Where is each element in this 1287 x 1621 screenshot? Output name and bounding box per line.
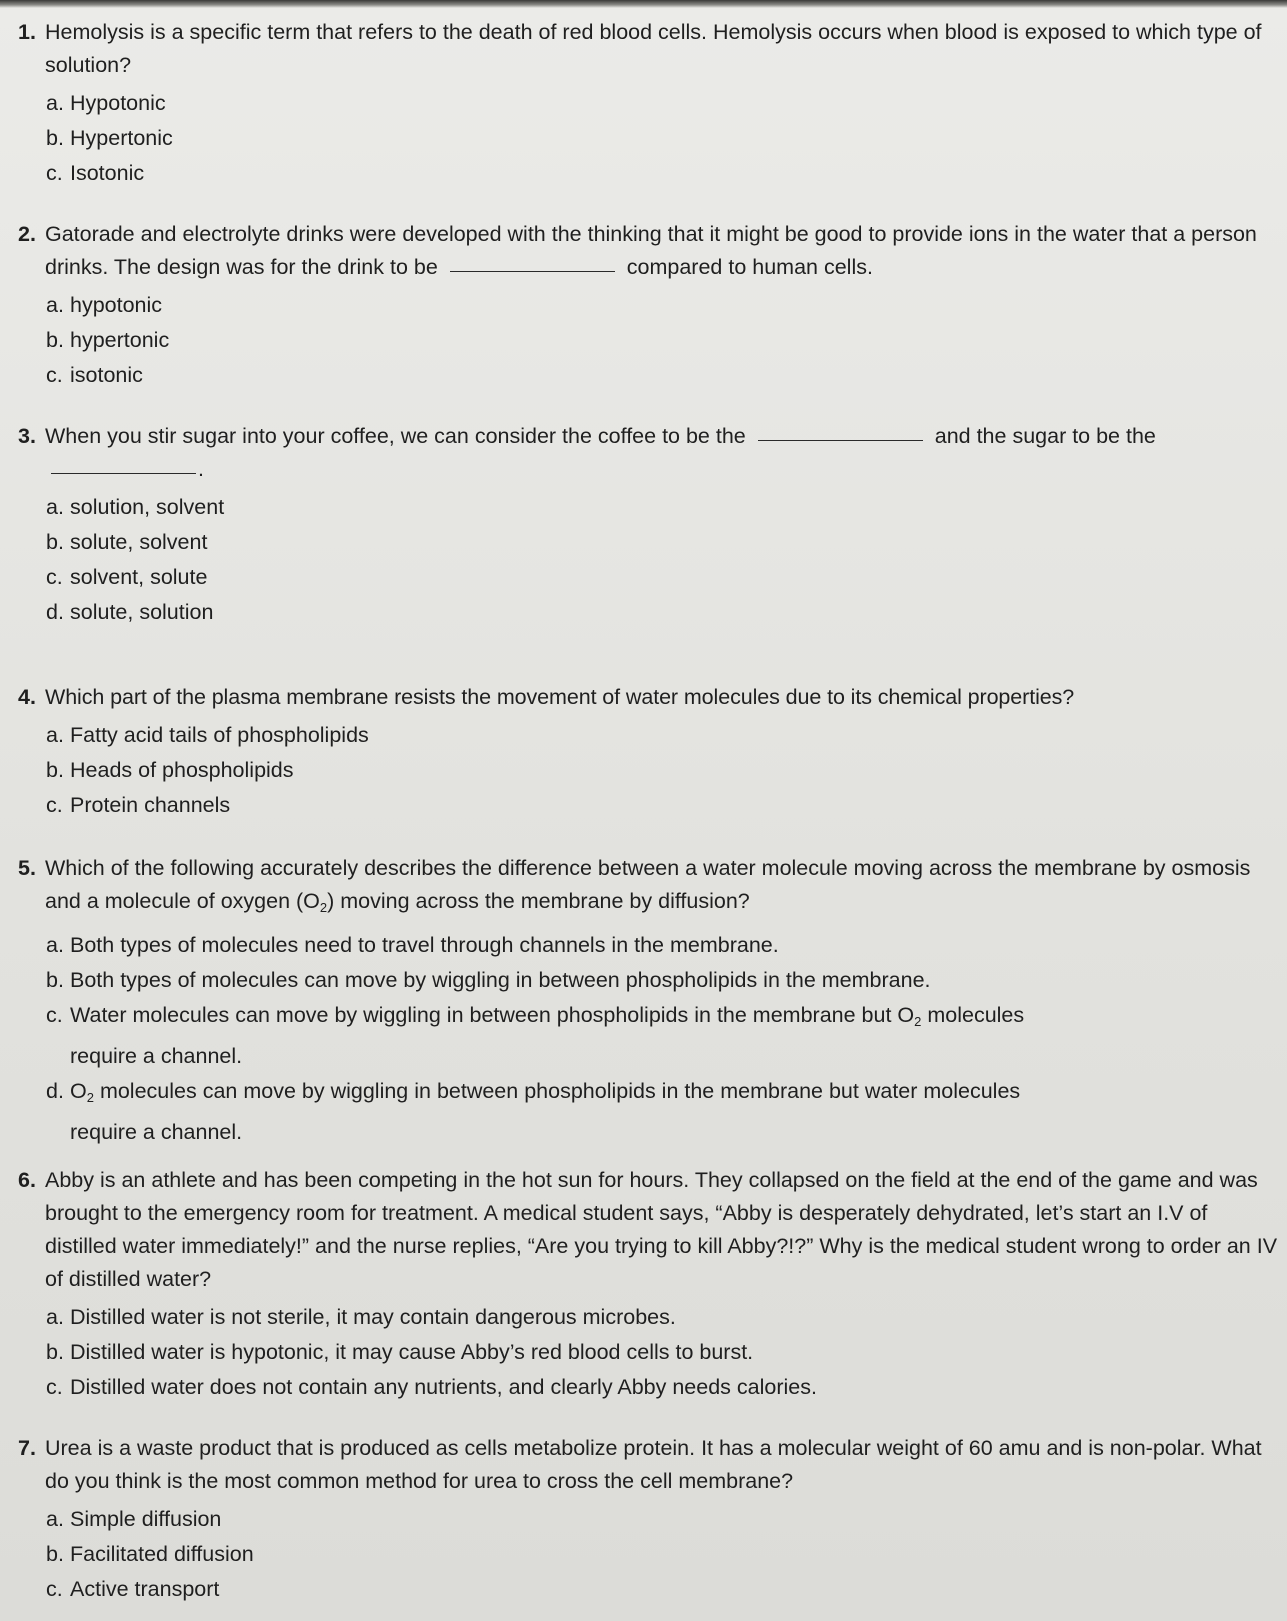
question-number: 7. [18, 1436, 36, 1460]
question-5 [18, 852, 1280, 1150]
question-stem [18, 681, 1280, 714]
answer-options [46, 490, 1280, 630]
answer-option-a[interactable]: a. Hypotonic [46, 91, 166, 115]
answer-options [46, 86, 1280, 191]
answer-option-c[interactable]: c. Protein channels [46, 793, 231, 817]
answer-option-a[interactable]: a. Both types of molecules need to travel through channels in the membrane. [46, 933, 779, 957]
answer-options [46, 928, 1280, 1150]
question-2 [18, 218, 1280, 393]
question-4 [18, 681, 1280, 823]
question-text-end: compared to human cells. [626, 255, 873, 279]
answer-options [46, 288, 1280, 393]
question-text: Urea is a waste product that is produced as cells metabolize protein. It has a molecular weight of 60 amu and is non-polar. What do you think is the most common method for urea to cross the cell membrane? [45, 1436, 1262, 1493]
question-6 [18, 1164, 1280, 1405]
answer-options [46, 1300, 1280, 1405]
answer-option-a[interactable]: a. Fatty acid tails of phospholipids [46, 723, 369, 747]
question-text-end: . [198, 457, 204, 481]
answer-option-b[interactable]: b. Hypertonic [46, 126, 173, 150]
question-stem [18, 16, 1280, 82]
question-number: 3. [18, 424, 36, 448]
oxygen-subscript: 2 [319, 900, 328, 915]
answer-option-b[interactable]: b. Both types of molecules can move by wiggling in between phospholipids in the membrane. [46, 968, 931, 992]
question-stem [18, 852, 1280, 924]
answer-option-a[interactable]: a. solution, solvent [46, 495, 225, 519]
answer-option-d[interactable]: d. solute, solution [46, 600, 214, 624]
answer-option-b[interactable]: b. hypertonic [46, 328, 170, 352]
answer-option-a[interactable]: a. Distilled water is not sterile, it may contain dangerous microbes. [46, 1305, 676, 1329]
answer-option-d[interactable]: d. $O_2$ molecules can move by wiggling in between phospholipids in the membrane but water molecules require a channel. [46, 1079, 1021, 1144]
question-number: 4. [18, 685, 36, 709]
answer-option-c[interactable]: c. Active transport [46, 1577, 220, 1601]
question-stem [18, 1432, 1280, 1498]
answer-option-c[interactable]: c. Water molecules can move by wiggling in between phospholipids in the membrane but $O_2$ molecules require a channel. [46, 1003, 1025, 1068]
answer-option-c[interactable]: c. solvent, solute [46, 565, 208, 589]
question-stem [18, 420, 1280, 486]
question-1 [18, 16, 1280, 191]
answer-options [46, 1502, 1280, 1607]
page-top-edge [0, 0, 1287, 8]
question-text: Which part of the plasma membrane resists the movement of water molecules due to its chemical properties? [45, 685, 1075, 709]
question-number: 2. [18, 222, 36, 246]
answer-blank-1[interactable] [758, 439, 923, 441]
answer-option-a[interactable]: a. hypotonic [46, 293, 163, 317]
oxygen-subscript: 2 [914, 1014, 922, 1029]
question-text: Abby is an athlete and has been competing in the hot sun for hours. They collapsed on the field at the end of the game and was brought to the emergency room for treatment. A medical student says, “Abby is desperately dehydrated, let’s start an I.V of distilled water immediately!” and the nurse replies, “Are you trying to kill Abby?!?” Why is the medical student wrong to order an IV of distilled water? [45, 1168, 1278, 1291]
question-number: 6. [18, 1168, 36, 1192]
answer-option-a[interactable]: a. Simple diffusion [46, 1507, 222, 1531]
answer-option-b[interactable]: b. Distilled water is hypotonic, it may cause Abby’s red blood cells to burst. [46, 1340, 754, 1364]
answer-options [46, 718, 1280, 823]
answer-blank-2[interactable] [51, 472, 196, 474]
question-text: Hemolysis is a specific term that refers to the death of red blood cells. Hemolysis occurs when blood is exposed to which type of solution? [45, 20, 1262, 77]
answer-option-c[interactable]: c. isotonic [46, 363, 143, 387]
answer-option-c[interactable]: c. Isotonic [46, 161, 145, 185]
question-stem [18, 218, 1280, 284]
answer-option-c[interactable]: c. Distilled water does not contain any nutrients, and clearly Abby needs calories. [46, 1375, 817, 1399]
answer-option-b[interactable]: b. Heads of phospholipids [46, 758, 294, 782]
question-text-middle: and the sugar to be the [934, 424, 1156, 448]
question-number: 1. [18, 20, 36, 44]
question-text: Gatorade and electrolyte drinks were developed with the thinking that it might be good to provide ions in the water that a person drinks. The design was for the drink to be [45, 222, 1257, 279]
question-number: 5. [18, 856, 36, 880]
question-3 [18, 420, 1280, 630]
question-text: When you stir sugar into your coffee, we can consider the coffee to be the [45, 424, 746, 448]
question-text: Which of the following accurately describes the difference between a water molecule moving across the membrane by osmosis and a molecule of oxygen (O [45, 856, 1251, 913]
oxygen-subscript: 2 [86, 1090, 94, 1105]
answer-blank[interactable] [450, 270, 615, 272]
answer-option-b[interactable]: b. solute, solvent [46, 530, 208, 554]
question-7 [18, 1432, 1280, 1607]
question-text-end: ) moving across the membrane by diffusion? [327, 889, 750, 913]
question-stem [18, 1164, 1280, 1296]
answer-option-b[interactable]: b. Facilitated diffusion [46, 1542, 254, 1566]
